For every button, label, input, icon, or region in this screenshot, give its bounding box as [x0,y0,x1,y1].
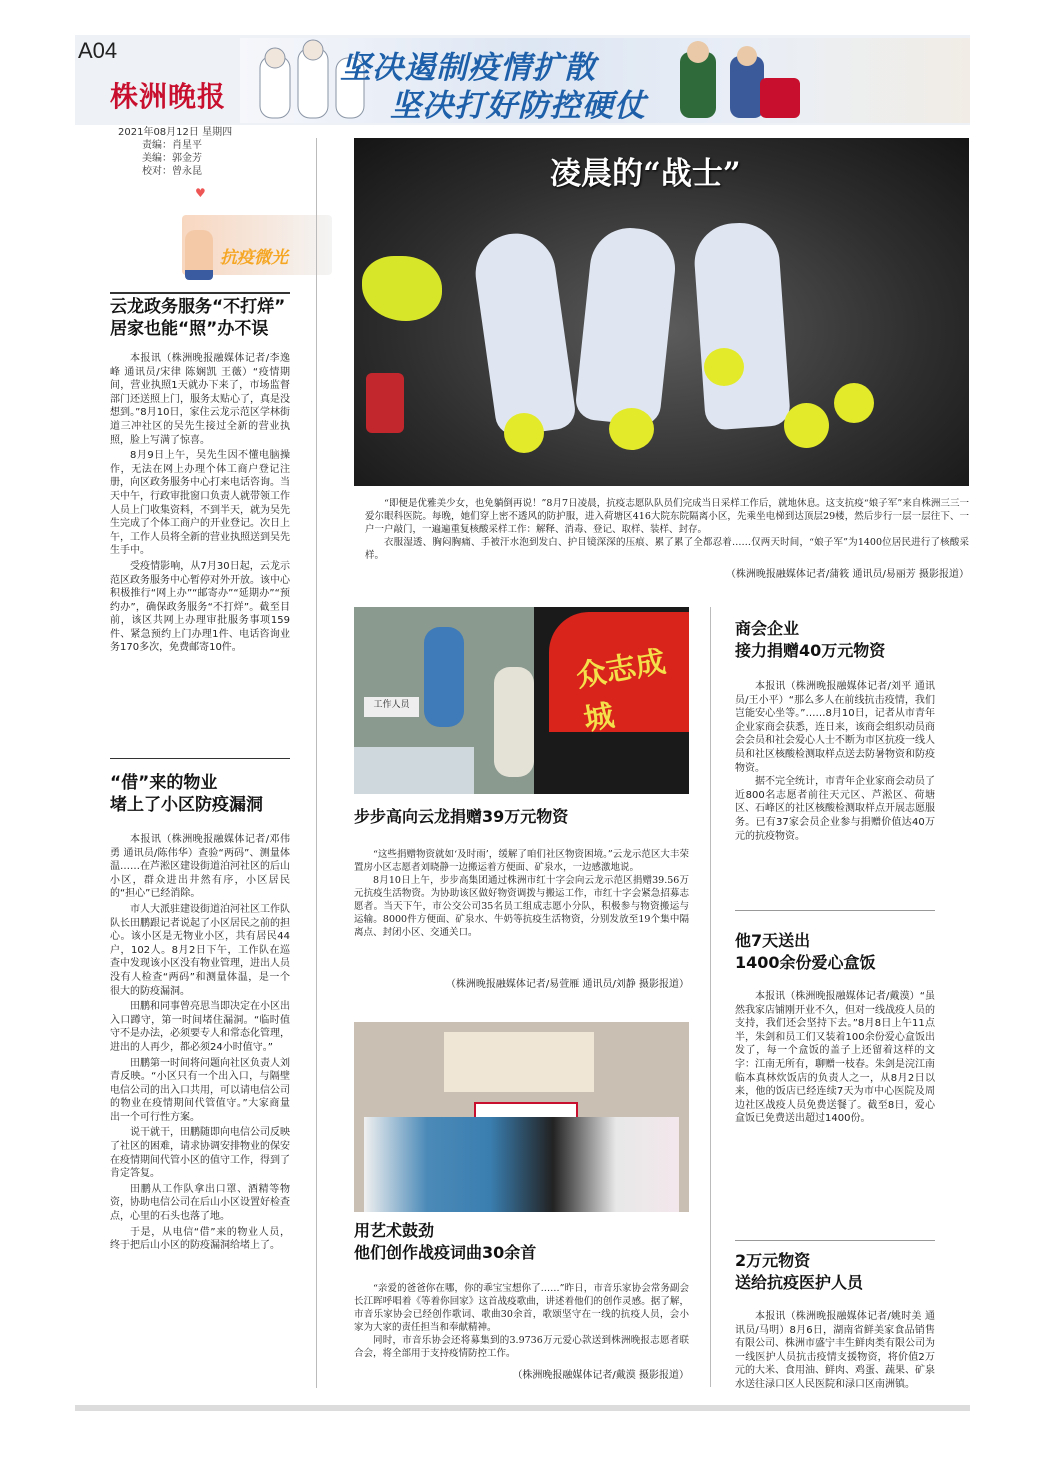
divider [110,758,290,759]
shoe-cover [609,408,654,450]
column-separator [316,138,317,1388]
paragraph: 本报讯（株洲晚报融媒体记者/戴漠）“虽然我家店铺刚开业不久，但对一线战疫人员的支持，我们还会坚持下去。”8月8日上午11点半，朱剑和员工们又装着100余份爱心盒饭出发了，每一个盒饭的盖子上还留着这样的文字：江南无所有，聊赠一枝春。朱剑是浣江南临本真林炊饭店的负责人之一，从8月2日以来，他的饭店已经连续7天为市中心医院及周边社区战疫人员免费送餐了。截至8日，爱心盒饭已免费送出超过1400份。 [735,991,935,1125]
left-article-2-body [110,833,290,1255]
divider [735,910,935,911]
middle-article-2-headline [354,1220,536,1264]
left-article-1-headline [110,296,290,340]
newspaper-logo: 株洲晚报 [110,80,227,113]
main-photo-credit: （株洲晚报融媒体记者/蒲筱 通讯员/易丽芳 摄影报道） [725,569,969,580]
banner [549,612,689,738]
paragraph: 8月9日上午，吴先生因不懂电脑操作，无法在网上办理个体工商户登记注册，向区政务服务中心打来电话咨询。当天中午，行政审批窗口负责人就带领工作人员上门收集资料，不到半天，就为吴先生完成了个体工商户的开业登记。次日上午，工作人员将全新的营业执照送到吴先生手中。 [110,450,290,557]
right-article-3-body [735,1310,935,1392]
column-tag-label: 抗疫微光 [220,248,288,268]
slogan-line-2: 坚决打好防控硬仗 [390,88,646,124]
main-photo-caption [365,497,969,562]
divider [110,292,290,294]
paragraph: 市人大派驻建设街道泊河社区工作队队长田鹏跟记者说起了小区居民之前的担心。该小区是无物业小区，共有居民44户，102人。8月2日下午，工作队在巡查中发现该小区没有物业管理，进出人员没有人检查“两码”和测量体温，是一个很大的防疫漏洞。 [110,903,290,997]
headline-line: 居家也能“照”办不误 [110,319,269,339]
paragraph: 田鹏从工作队拿出口罩、酒精等物资，协助电信公司在后山小区设置好检查点，心里的石头也落了地。 [110,1183,290,1223]
page-number: A04 [78,38,118,63]
paragraph: 本报讯（株洲晚报融媒体记者/刘平 通讯员/王小平）“那么多人在前线抗击疫情，我们岂能安心坐等。”……8月10日，记者从市青年企业家商会获悉，连日来，该商会组织动员商会会员和社会爱心人士不断为市区抗疫一线人员和社区核酸检测取样点送去防暑物资和防疫物资。 [735,681,935,774]
caption-paragraph: 衣服湿透、胸闷胸痛、手被汗水泡到发白、护目镜深深的压痕、累了累了全都忍着……仅两天时间，“娘子军”为1400位居民进行了核酸采样。 [365,537,969,561]
headline-line: 他7天送出 [735,931,811,950]
designer-line: 美编：郭金芳 [142,153,202,164]
paragraph: 田鹏第一时间将问题向社区负责人刘青反映。“小区只有一个出入口，与隔壁电信公司的出入口共用，可以请电信公司的物业在疫情期间代管值守。”大家商量出一个可行性方案。 [110,1057,290,1123]
middle-article-1-credit: （株洲晚报融媒体记者/易萱雁 通讯员/刘静 摄影报道） [445,979,689,990]
issue-meta [118,126,232,178]
trash-bag [362,256,442,321]
headline-line: 商会企业 [735,619,800,638]
headline-line: 云龙政务服务“不打烊” [110,297,286,317]
water-bottles [354,747,474,794]
paragraph: 受疫情影响，从7月30日起，云龙示范区政务服务中心暂停对外开放。该中心积极推行“网上办”“邮寄办”“延期办”“预约办”，确保政务服务“不打烊”。截至目前，该区共网上办理审批服务事项159件、紧急预约上门办理1件、电话咨询业务170多次，免费邮寄10件。 [110,560,290,654]
shoe-cover [784,403,829,448]
headline-line: 堵上了小区防疫漏洞 [110,795,263,815]
slogan-line-1: 坚决遏制疫情扩散 [340,50,596,86]
heart-icon: ♥ [195,186,206,200]
proofreader-line: 校对：曾永昆 [142,166,202,177]
caption-paragraph: “即便是优雅美少女，也免躺倒再说！”8月7日凌晨，抗疫志愿队队员们完成当日采样工作后，就地休息。这支抗疫“娘子军”来自株洲三三一爱尔眼科医院。每晚，她们穿上密不透风的防护服，进入荷塘区416大院东院隔离小区，先乘坐电梯到达顶层29楼，然后步行一层一层往下、一户一户敲门，一遍遍重复核酸采样工作：解释、消毒、登记、取样、装样、封存。 [365,498,969,535]
paragraph: 8月10日上午，步步高集团通过株洲市红十字会向云龙示范区捐赠39.56万元抗疫生活物资。为协助该区做好物资调拨与搬运工作，市红十字会紧急招募志愿者。当天下午，市公交公司35名员工组成志愿小分队，积极参与物资搬运与运输。8000件方便面、矿泉水、牛奶等抗疫生活物资，分别发放至19个集中隔离点、封闭小区、交通关口。 [354,875,689,938]
paragraph: 本报讯（株洲晚报融媒体记者/姚时美 通讯员/马明）8月6日，湖南省鲜美家食品销售有限公司、株洲市盛宁丰生鲜肉类有限公司为一线医护人员抗击疫情支援物资，将价值2万元的大米、食用油、鲜肉、鸡蛋、蔬果、矿泉水送往渌口区人民医院和渌口区南洲镇。 [735,1311,935,1390]
divider [735,1240,935,1241]
paragraph: 田鹏和同事曾亮思当即决定在小区出入口蹲守，第一时间堵住漏洞。“临时值守不是办法，必须要专人和常态化管理，进出的人再少，都必须24小时值守。” [110,1001,290,1053]
right-article-1-body [735,680,935,843]
right-article-3-headline [735,1250,955,1294]
paragraph: “这些捐赠物资就如‘及时雨’，缓解了咱们社区物资困境。”云龙示范区大丰荣置房小区志愿者刘晓静一边搬运着方便面、矿泉水，一边感激地说。 [354,849,689,873]
group-photo [354,1022,689,1212]
shoe-cover [504,413,544,453]
middle-article-1-body [354,848,689,939]
headline-line: 用艺术鼓劲 [354,1221,435,1240]
wall-banner [444,1032,594,1092]
shoe-cover [704,348,744,386]
paragraph: 同时，市音乐协会还将募集到的3.9736万元爱心款送到株洲晚报志愿者联合会，将全部用于支持疫情防控工作。 [354,1335,689,1359]
footer-bar [75,1405,970,1411]
paragraph: 于是，从电信“借”来的物业人员，终于把后山小区的防疫漏洞给堵上了。 [110,1226,290,1252]
right-article-1-headline [735,618,955,662]
right-article-2-headline [735,930,955,974]
headline-line: 送给抗疫医护人员 [735,1273,864,1292]
paragraph: 说干就干，田鹏随即向电信公司反映了社区的困难，请求协调安排物业的保安在疫情期间代管小区的值守工作，得到了肯定答复。 [110,1127,290,1180]
protective-suit [692,220,791,430]
volunteer [494,667,534,777]
hand-heart-icon [185,230,213,280]
left-article-2-headline [110,772,290,816]
paragraph: 本报讯（株洲晚报融媒体记者/李逸峰 通讯员/宋律 陈娴凯 王薇）“疫情期间，营业执照1天就办下来了，市场监督部门还送照上门，服务太贴心了，真是没想到。”8月10日，家住云龙示范区学林街道三冲社区的吴先生接过全新的营业执照，脸上写满了惊喜。 [110,353,290,446]
editor-line: 责编：肖星平 [142,140,202,151]
photo-title: 凌晨的“战士” [550,156,741,192]
headline-line: 1400余份爱心盒饭 [735,953,876,972]
volunteer [424,627,464,727]
paragraph: 据不完全统计，市青年企业家商会动员了近800名志愿者前往天元区、芦淞区、荷塘区、石峰区的社区核酸检测取样点开展志愿服务。已有37家会员企业参与捐赠价值达40万元的抗疫物资。 [735,776,935,842]
donation-photo [354,607,689,794]
middle-article-2-credit: （株洲晚报融媒体记者/戴漠 摄影报道） [512,1370,689,1381]
paragraph: “亲爱的爸爸你在哪，你的乖宝宝想你了……”昨日，市音乐家协会常务副会长江晖呼唱着《等着你回家》这首战疫歌曲，讲述着他们的创作灵感。据了解，市音乐家协会已经创作歌词、歌曲30余首，歌颂坚守在一线的抗疫人员，会小家为大家的责任担当和奉献精神。 [354,1283,689,1333]
headline-line: 他们创作战疫词曲30余首 [354,1243,537,1262]
issue-date: 2021年08月12日 星期四 [118,127,233,138]
protective-suit [470,228,577,437]
headline-line: 2万元物资 [735,1251,811,1270]
people [364,1117,679,1212]
column-separator [710,607,711,1387]
headline-line: “借”来的物业 [110,773,218,793]
headline-line: 接力捐赠40万元物资 [735,641,886,660]
right-article-2-body [735,990,935,1126]
middle-article-1-headline: 步步高向云龙捐赠39万元物资 [354,807,569,826]
sprayer [366,373,404,433]
left-article-1-body [110,352,290,657]
middle-article-2-body [354,1282,689,1360]
shoe-cover [834,383,874,423]
protective-suit [574,224,679,427]
banner-text: 众志成城 [573,644,669,738]
sign: 工作人员 [364,697,419,717]
paragraph: 本报讯（株洲晚报融媒体记者/邓伟勇 通讯员/陈伟华）查验“两码”、测量体温……在芦淞区建设街道泊河社区的后山小区，群众进出井然有序，小区居民的“担心”已经消除。 [110,834,290,900]
